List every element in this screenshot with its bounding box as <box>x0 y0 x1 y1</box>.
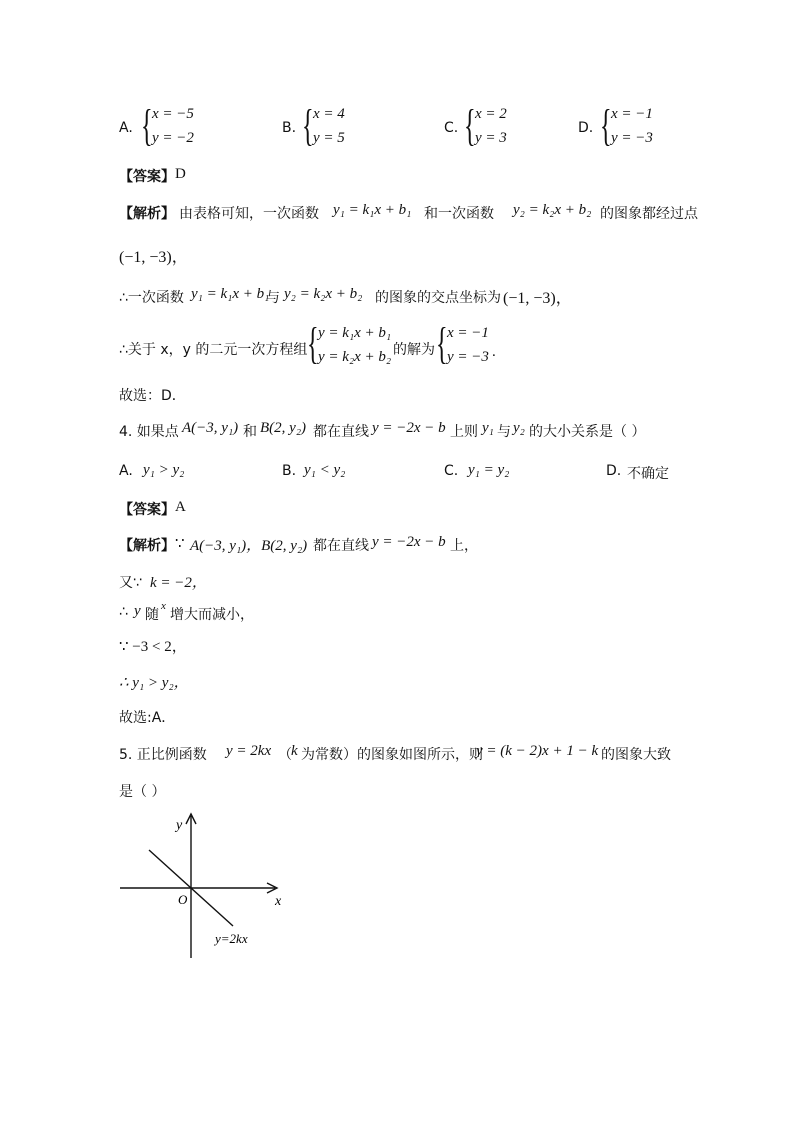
brace: { <box>436 319 448 368</box>
option-text: y₁ < y₂ <box>304 462 346 478</box>
system-line: y = −3 <box>447 349 489 365</box>
because-symbol: ∵ <box>175 536 185 552</box>
equation-line: x = −5 <box>152 106 194 122</box>
equation-line: y = −2 <box>152 130 194 146</box>
text: 为常数）的图象如图所示，则 <box>301 747 483 763</box>
equation-line: y = 5 <box>313 130 345 146</box>
option-label: C. <box>444 463 459 479</box>
conclusion: 故选:A． <box>119 710 176 726</box>
x-axis-label: x <box>275 894 282 909</box>
formula: k = −2， <box>150 575 207 591</box>
period: . <box>492 344 496 360</box>
option-label: D. <box>606 463 622 479</box>
system-line: y = k₂x + b₂ <box>318 349 392 365</box>
option-text: y₁ > y₂ <box>143 462 185 478</box>
text: 随 <box>145 607 159 623</box>
formula: y₁ = k₁x + b₁ <box>333 202 412 218</box>
point-b: B(2, y₂) <box>260 420 307 436</box>
origin-label: O <box>178 892 188 907</box>
formula: y₂ = k₂x + b₂ <box>284 286 363 302</box>
answer-tag: 【答案】 <box>119 169 175 185</box>
formula: y = 2kx <box>226 743 272 759</box>
option-label: B. <box>282 463 297 479</box>
graph-svg <box>115 810 290 965</box>
point: (−1, −3)， <box>503 290 572 307</box>
system-line: y = k₁x + b₁ <box>318 325 392 341</box>
var: y <box>134 603 141 619</box>
equation-line: x = 2 <box>475 106 507 122</box>
point: (−1, −3)， <box>119 249 188 266</box>
answer-tag: 【答案】 <box>119 502 175 518</box>
coordinate-graph <box>115 810 290 965</box>
formula: ∵ −3 < 2， <box>119 639 187 655</box>
system-line: x = −1 <box>447 325 489 341</box>
answer-value: D <box>175 166 186 182</box>
formula: y₁ = k₁x + b₁ <box>191 286 270 302</box>
text: 5. 正比例函数 <box>119 747 207 763</box>
equation-line: y = 3 <box>475 130 507 146</box>
text: ∴ <box>119 604 128 620</box>
text: 的图象大致 <box>601 747 671 763</box>
option-text: 不确定 <box>627 466 669 482</box>
text: 又∵ <box>119 575 142 591</box>
text: ∴一次函数 <box>119 290 184 306</box>
brace: { <box>600 101 612 150</box>
text: 4. 如果点 <box>119 424 179 440</box>
var: x <box>161 600 166 612</box>
text: 上则 <box>450 424 478 440</box>
y-axis-label: y <box>176 818 183 833</box>
option-label: A. <box>119 120 133 136</box>
text: 都在直线 <box>313 424 369 440</box>
brace: { <box>464 101 476 150</box>
text: 和一次函数 <box>424 206 494 222</box>
text: ∴关于 x，y 的二元一次方程组 <box>119 342 308 358</box>
text: 都在直线 <box>313 538 369 554</box>
text: 的图象都经过点 <box>600 206 698 222</box>
equation-line: x = 4 <box>313 106 345 122</box>
text: 上， <box>450 538 478 554</box>
option-label: A. <box>119 463 133 479</box>
var: y₂ <box>513 420 525 436</box>
text: 的解为 <box>393 342 435 358</box>
brace: { <box>302 101 314 150</box>
analysis-tag: 【解析】 <box>119 538 175 554</box>
text: 是（ ） <box>119 784 166 800</box>
formula: y = (k − 2)x + 1 − k <box>476 743 599 759</box>
text: 由表格可知，一次函数 <box>179 206 319 222</box>
conclusion: 故选：D． <box>119 388 186 404</box>
line-equation: y = −2x − b <box>372 534 446 550</box>
text: 的图象的交点坐标为 <box>375 290 501 306</box>
point-a: A(−3, y₁) <box>182 420 239 436</box>
brace: { <box>307 319 319 368</box>
brace: { <box>141 101 153 150</box>
text: 与 <box>497 424 511 440</box>
text: 的大小关系是（ ） <box>529 424 646 440</box>
text: （ <box>278 747 292 763</box>
analysis-tag: 【解析】 <box>119 206 175 222</box>
option-label: C. <box>444 120 459 136</box>
text: 增大而减小， <box>170 607 254 623</box>
points: A(−3, y₁)，B(2, y₂) <box>190 538 308 554</box>
equation-line: x = −1 <box>611 106 653 122</box>
answer-value: A <box>175 499 186 515</box>
line-label: y=2kx <box>215 931 248 946</box>
var: k <box>291 743 298 759</box>
equation-line: y = −3 <box>611 130 653 146</box>
formula: y₂ = k₂x + b₂ <box>513 202 592 218</box>
option-label: D. <box>578 120 594 136</box>
option-label: B. <box>282 120 297 136</box>
line-equation: y = −2x − b <box>372 420 446 436</box>
option-text: y₁ = y₂ <box>468 462 510 478</box>
formula: ∴ y₁ > y₂， <box>119 675 189 691</box>
var: y₁ <box>482 420 494 436</box>
text: 和 <box>243 424 257 440</box>
text: 与 <box>266 290 280 306</box>
